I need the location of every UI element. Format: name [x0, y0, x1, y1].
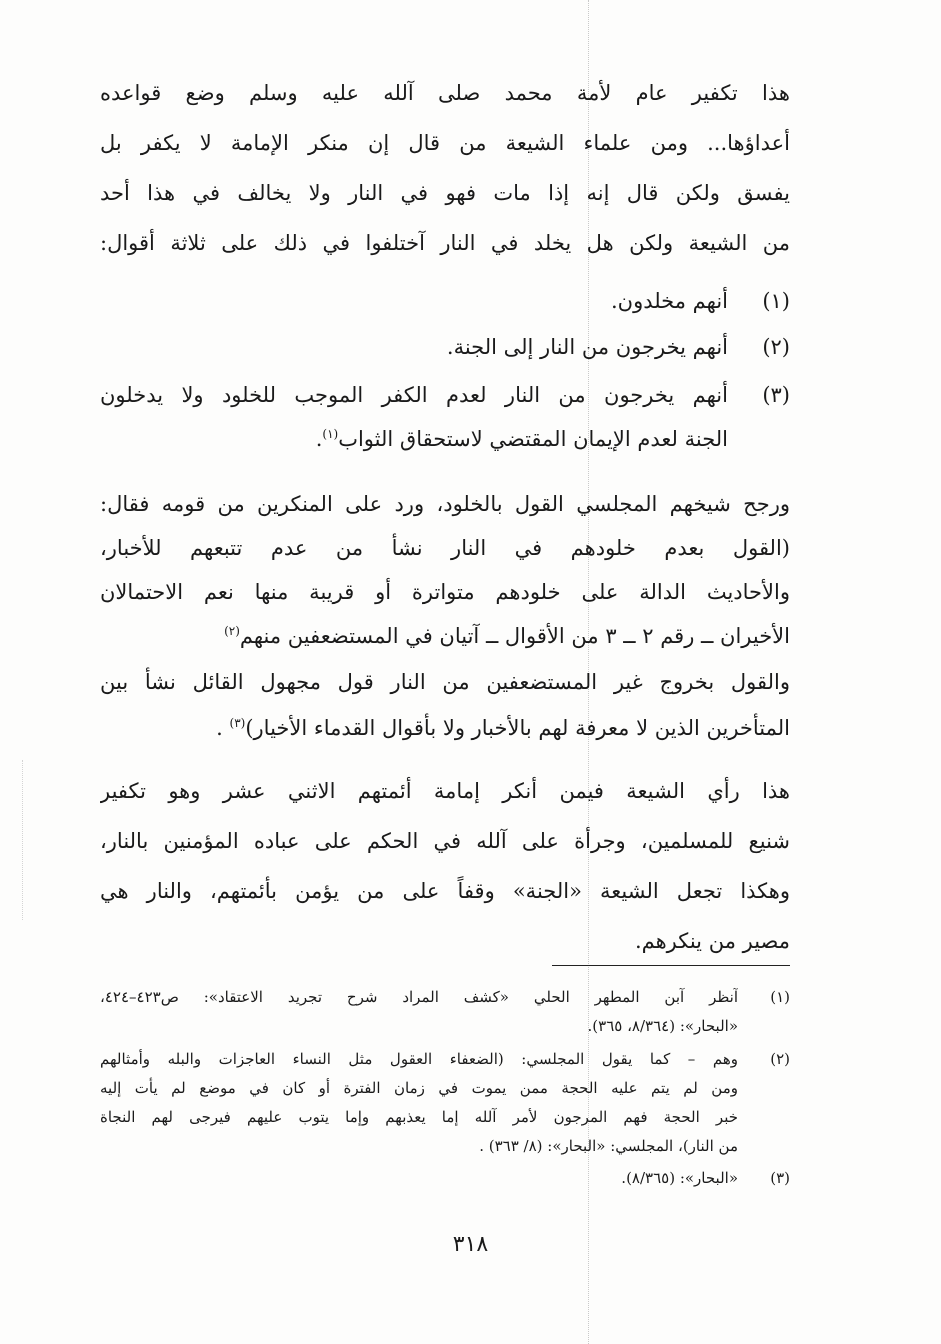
- numbered-list: [100, 276, 790, 464]
- list-text: أنهم مخلدون.: [610, 289, 728, 313]
- page-number: ٣١٨: [452, 1232, 489, 1257]
- text-line: من الشيعة ولكن هل يخلد في النار آختلفوا في ذلك على ثلاثة أقوال:: [100, 231, 790, 255]
- list-number: (٣): [762, 383, 790, 407]
- list-item-3-continued: [100, 414, 790, 464]
- footnote-ref-3: (٣): [229, 716, 246, 730]
- footnote-text: خبر الحجة فهم المرجون لأمر آلله إما يعذبهم وإما يتوب عليهم فيرجى لهم النجاة: [100, 1108, 738, 1126]
- footnote-number: (١): [770, 988, 790, 1006]
- list-text: الجنة لعدم الإيمان المقتضي لاستحقاق الثواب$^{(١)}$.: [315, 427, 728, 451]
- text-line: أعداؤها... ومن علماء الشيعة من قال إن منكر الإمامة لا يكفر بل: [100, 131, 790, 155]
- footnote-separator: [552, 965, 790, 966]
- list-number: (٢): [762, 335, 790, 359]
- text-line: الأخيران ــ رقم ٢ ــ ٣ من الأقوال ــ آتيان في المستضعفين منهم$^{(٢)}$: [224, 624, 790, 648]
- footnote-ref-2: (٢): [224, 624, 240, 638]
- list-number: (١): [762, 289, 790, 313]
- text-line: ورجح شيخهم المجلسي القول بالخلود، ورد على المنكرين من قومه فقال:: [100, 492, 790, 516]
- list-item-3: [100, 370, 790, 420]
- footnote-number: (٢): [770, 1050, 790, 1068]
- footnote-text: ومن لم يتم عليه الحجة ممن يموت في زمان الفترة أو كان في موضع لم يأت إليه: [100, 1079, 738, 1097]
- text-line: المتأخرين الذين لا معرفة لهم بالأخبار ولا بأقوال القدماء الأخيار)$^{(٣)}$ .: [216, 716, 790, 740]
- footnote-number: (٣): [770, 1169, 790, 1187]
- paragraph-3: [100, 766, 790, 966]
- footnote-2: [100, 1045, 790, 1161]
- text-line: مصير من ينكرهم.: [634, 929, 790, 953]
- footnote-text: «البحار»: (٨/٣٦٥).: [621, 1169, 738, 1187]
- list-text: أنهم يخرجون من النار إلى الجنة.: [446, 335, 728, 359]
- text-line: هذا رأي الشيعة فيمن أنكر إمامة أئمتهم الاثني عشر وهو تكفير: [100, 779, 790, 803]
- text-line: (القول بعدم خلودهم في النار نشأ من عدم تتبعهم للأخبار،: [100, 536, 790, 560]
- footnote-3: [100, 1164, 790, 1193]
- paragraph-2: [100, 479, 790, 753]
- scan-edge-mark: [22, 760, 23, 920]
- text-line: والقول بخروج غير المستضعفين من النار قول مجهول القائل نشأ بين: [100, 670, 790, 694]
- list-item-1: [100, 276, 790, 326]
- list-item-2: [100, 322, 790, 372]
- footnotes: [100, 983, 790, 1193]
- text-line: شنيع للمسلمين، وجرأة على آلله في الحكم على عباده المؤمنين بالنار،: [100, 829, 790, 853]
- text-line: هذا تكفير عام لأمة محمد صلى آلله عليه وسلم وضع قواعده: [100, 81, 790, 105]
- footnote-text: من النار)، المجلسي: «البحار»: (٨/ ٣٦٣) .: [479, 1137, 738, 1155]
- footnote-text: «البحار»: (٨/٣٦٤، ٣٦٥).: [587, 1017, 738, 1035]
- footnote-text: وهم – كما يقول المجلسي: (الضعفاء العقول مثل النساء العاجزات والبله وأمثالهم: [100, 1050, 738, 1068]
- footnote-ref-1: (١): [322, 427, 339, 441]
- text-line: وهكذا تجعل الشيعة «الجنة» وقفاً على من يؤمن بأئمتهم، والنار هي: [100, 879, 790, 903]
- text-line: يفسق ولكن قال إنه إذا مات فهو في النار ولا يخالف في هذا أحد: [100, 181, 790, 205]
- text-line: والأحاديث الدالة على خلودهم متواترة أو قريبة منها نعم الاحتمالان: [100, 580, 790, 604]
- footnote-text: آنظر آبن المطهر الحلي «كشف المراد شرح تجريد الاعتقاد»: ص٤٢٣–٤٢٤،: [100, 988, 738, 1006]
- paragraph-1: [100, 68, 790, 268]
- list-text: أنهم يخرجون من النار لعدم الكفر الموجب للخلود ولا يدخلون: [100, 383, 728, 407]
- footnote-1: [100, 983, 790, 1041]
